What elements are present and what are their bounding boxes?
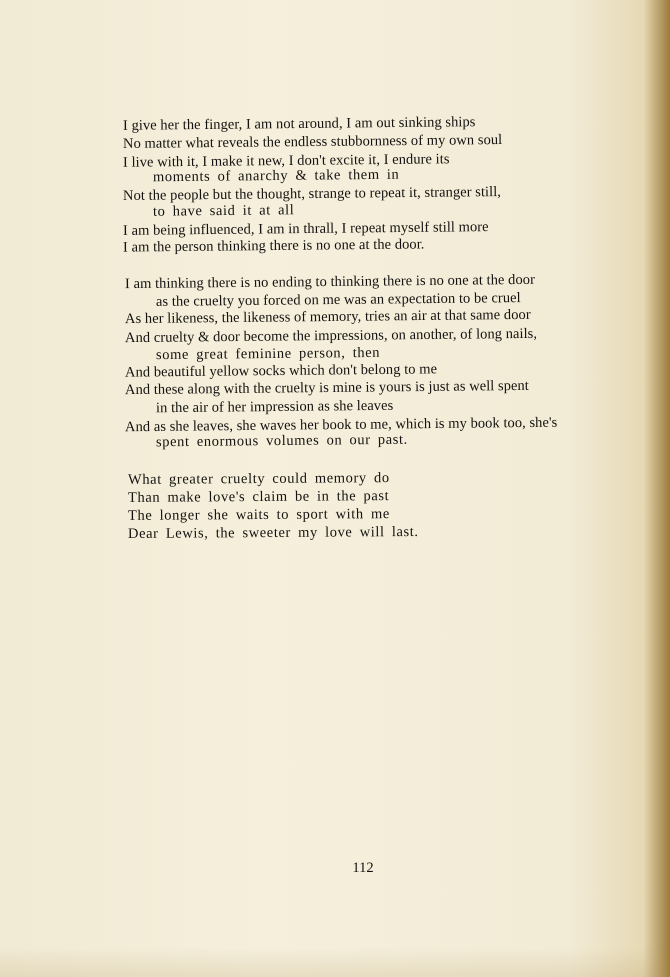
poem-line: And these along with the cruelty is mine is yours is just as well spent [124, 377, 529, 399]
poem-line: I am being influenced, I am in thrall, I repeat myself still more [122, 219, 489, 239]
poem-line: And as she leaves, she waves her book to me, which is my book too, she's [124, 414, 558, 436]
poem-line: I am thinking there is no ending to thinking there is no one at the door [124, 271, 536, 293]
poem-line: I am the person thinking there is no one at the door. [122, 236, 425, 256]
poem-line: The longer she waits to sport with me [127, 506, 390, 524]
poem-line: Not the people but the thought, strange to repeat it, stranger still, [122, 184, 502, 204]
poem-line: some great feminine person, then [155, 344, 381, 364]
poem-line: to have said it at all [152, 202, 295, 220]
poem-line: I give her the finger, I am not around, I am out sinking ships [122, 114, 476, 134]
page-number: 112 [352, 860, 374, 876]
poem-line: in the air of her impression as she leaves [155, 397, 394, 417]
poem-line: Than make love's claim be in the past [127, 488, 390, 506]
poem-line: And beautiful yellow socks which don't belong to me [124, 361, 438, 381]
poem-line: And cruelty & door become the impressions, on another, of long nails, [124, 325, 538, 347]
poem-line: Dear Lewis, the sweeter my love will last. [127, 523, 419, 543]
poem-line: I live with it, I make it new, I don't excite it, I endure its [122, 151, 450, 171]
poem-line: As her likeness, the likeness of memory, tries an air at that same door [124, 306, 531, 328]
poem-line: spent enormous volumes on our past. [155, 431, 408, 451]
poem-line: What greater cruelty could memory do [127, 470, 390, 488]
poem-line: as the cruelty you forced on me was an expectation to be cruel [155, 290, 521, 310]
poem-line: No matter what reveals the endless stubbornness of my own soul [122, 132, 503, 152]
poem-line: moments of anarchy & take them in [152, 166, 400, 186]
